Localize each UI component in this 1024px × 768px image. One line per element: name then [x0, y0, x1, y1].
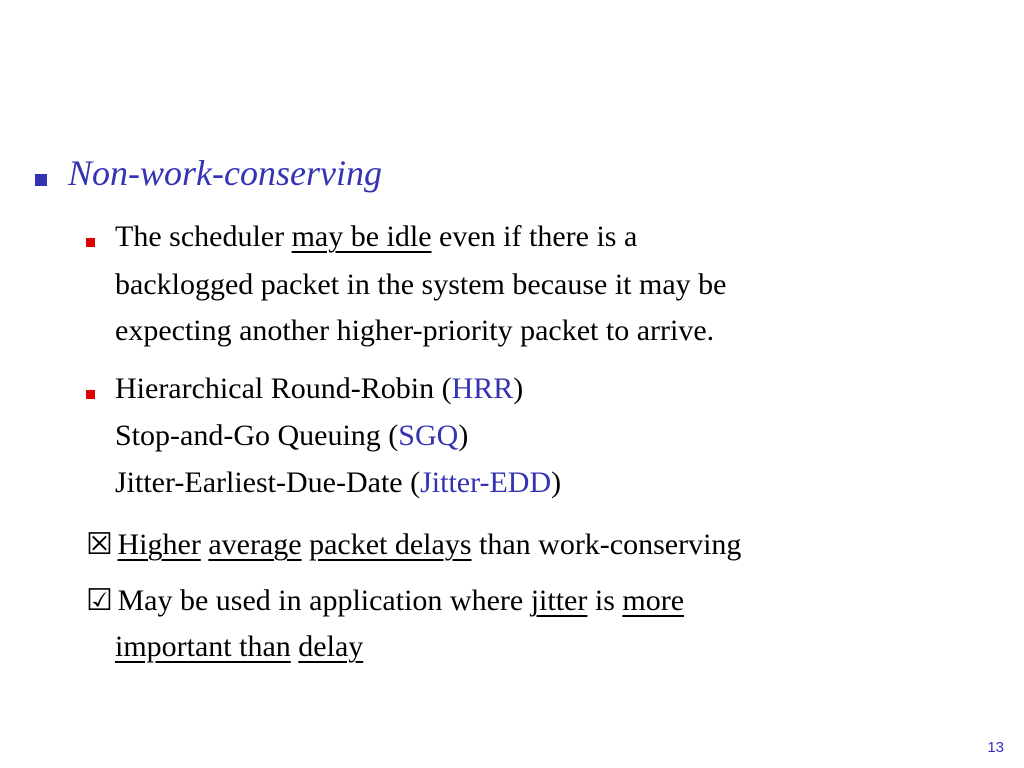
con-line: [86, 527, 741, 562]
scheduler-abbr: HRR: [451, 372, 514, 405]
bullet-1-marker: [86, 238, 95, 247]
bullet-2-marker: [86, 390, 95, 399]
bullet-1-line-1: [115, 220, 637, 254]
term-higher: Higher: [117, 528, 201, 561]
pro-line-2: [115, 630, 363, 664]
scheduler-abbr: SGQ: [398, 419, 459, 452]
scheduler-item-sgq: Stop-and-Go Queuing (SGQ): [115, 419, 469, 452]
x-box-icon: ☒: [86, 528, 113, 561]
scheduler-name: Jitter-Earliest-Due-Date: [115, 466, 403, 499]
scheduler-abbr: Jitter-EDD: [420, 466, 552, 499]
term-packet-delays: packet delays: [309, 528, 472, 561]
con-tail: than work-conserving: [471, 528, 742, 561]
term-may-be-idle: may be idle: [291, 220, 432, 253]
check-box-icon: ☑: [86, 584, 113, 617]
term-average: average: [208, 528, 302, 561]
heading-bullet: [35, 174, 47, 186]
term-important-than: important than: [115, 630, 291, 663]
heading: Non-work-conserving: [68, 153, 382, 193]
bullet-1-line-3: expecting another higher-priority packet to arrive.: [115, 314, 715, 347]
bullet-1-text-pre: The scheduler: [115, 220, 292, 253]
scheduler-item-jitter-edd: Jitter-Earliest-Due-Date (Jitter-EDD): [115, 466, 562, 499]
page-number: 13: [987, 739, 1004, 756]
term-more: more: [622, 584, 685, 617]
bullet-1-text-post: even if there is a: [431, 220, 638, 253]
scheduler-name: Hierarchical Round-Robin: [115, 372, 435, 405]
scheduler-name: Stop-and-Go Queuing: [115, 419, 381, 452]
scheduler-item-hrr: Hierarchical Round-Robin (HRR): [115, 372, 524, 405]
term-delay: delay: [298, 630, 364, 663]
pro-text-mid: is: [587, 584, 623, 617]
term-jitter: jitter: [530, 584, 588, 617]
pro-text-pre: May be used in application where: [110, 584, 531, 617]
bullet-1-line-2: backlogged packet in the system because it may be: [115, 268, 727, 301]
pro-line-1: [86, 583, 684, 618]
